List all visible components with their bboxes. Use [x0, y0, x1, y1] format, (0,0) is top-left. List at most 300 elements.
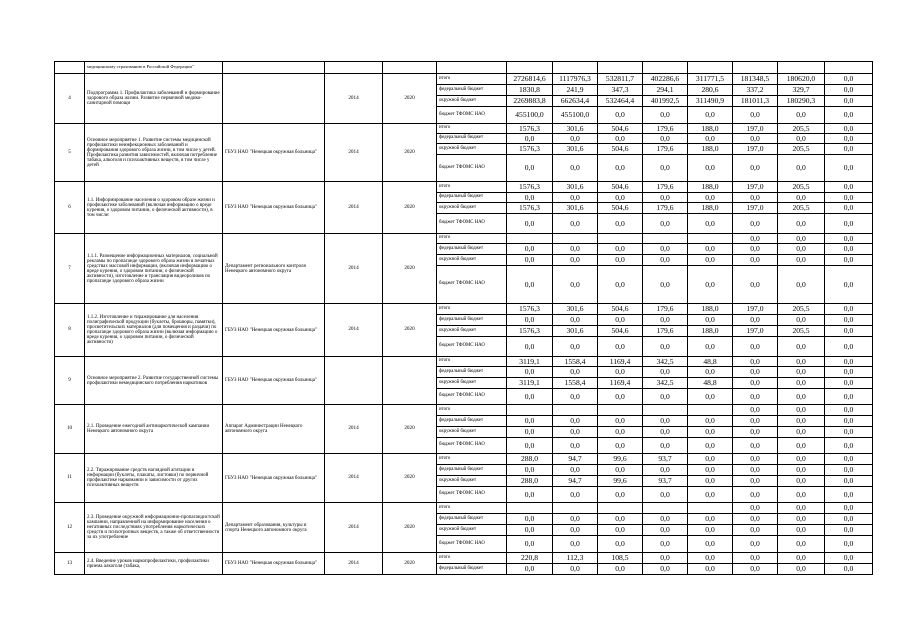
amount-cell: 0,0 — [825, 107, 873, 124]
amount-cell: 0,0 — [778, 389, 825, 405]
activity-description: 1.1.1. Размещение информационных материалов, социальной рекламы по пропаганде здорового образа жизни в печатных средствах массовой информации, (включая информацию о вреде курения, о здоровом питании, о физической активности), изготовление и трансляция видеороликов по пропаганде здорового образа жизни — [85, 234, 223, 304]
amount-cell: 0,0 — [688, 525, 733, 536]
table-row — [55, 553, 873, 564]
amount-cell: 0,0 — [778, 465, 825, 476]
amount-cell: 0,0 — [553, 416, 598, 427]
amount-cell: 0,0 — [553, 389, 598, 405]
amount-cell: 0,0 — [778, 315, 825, 326]
amount-cell: 0,0 — [733, 536, 778, 553]
amount-cell: 0,0 — [778, 476, 825, 487]
funding-source-label: федеральный бюджет — [437, 564, 507, 575]
amount-cell: 0,0 — [598, 427, 643, 438]
amount-cell: 0,0 — [553, 255, 598, 266]
amount-cell: 220,8 — [507, 553, 553, 564]
amount-cell: 188,0 — [688, 182, 733, 193]
amount-cell: 0,0 — [825, 476, 873, 487]
end-year: 2020 — [383, 503, 437, 553]
amount-cell: 0,0 — [643, 244, 688, 255]
amount-cell: 0,0 — [733, 155, 778, 182]
amount-cell: 0,0 — [598, 525, 643, 536]
amount-cell — [688, 503, 733, 514]
amount-cell: 0,0 — [688, 155, 733, 182]
amount-cell: 504,6 — [598, 124, 643, 134]
amount-cell: 0,0 — [598, 564, 643, 575]
amount-cell: 179,6 — [643, 326, 688, 337]
amount-cell: 181011,3 — [733, 96, 778, 107]
table-row — [55, 74, 873, 85]
amount-cell: 188,0 — [688, 124, 733, 134]
amount-cell: 301,6 — [553, 144, 598, 155]
activity-description: 1.1.2. Изготовление и тиражирование для населения полиграфической продукции (буклеты, брошюры, памятки), просветительских материалов (для помещения и раздачи) по пропаганде здорового образа жизни (включая информацию о вреде курения, о здоровом питании, о физической активности) — [85, 304, 223, 357]
amount-cell: 0,0 — [733, 315, 778, 326]
cell-empty — [553, 62, 598, 74]
cell-empty — [223, 62, 325, 74]
amount-cell: 0,0 — [553, 266, 598, 304]
amount-cell — [643, 405, 688, 416]
start-year: 2014 — [325, 234, 383, 304]
amount-cell: 94,7 — [553, 454, 598, 465]
amount-cell: 197,0 — [733, 326, 778, 337]
funding-source-label: итого — [437, 182, 507, 193]
amount-cell — [553, 503, 598, 514]
amount-cell: 0,0 — [825, 564, 873, 575]
amount-cell: 0,0 — [778, 244, 825, 255]
funding-source-label: итого — [437, 357, 507, 367]
amount-cell: 0,0 — [643, 553, 688, 564]
cell-empty — [383, 62, 437, 74]
continuation-text: медицинскому страхованию в Российской Федерации" — [85, 62, 223, 74]
end-year — [383, 357, 437, 405]
row-number: 11 — [55, 454, 85, 503]
amount-cell: 0,0 — [733, 476, 778, 487]
amount-cell: 0,0 — [643, 438, 688, 454]
start-year: 2014 — [325, 405, 383, 454]
activity-description: Основное мероприятие 2. Развитие государственной системы профилактики немедицинского потребления наркотиков — [85, 357, 223, 405]
amount-cell: 0,0 — [507, 564, 553, 575]
amount-cell: 205,5 — [778, 144, 825, 155]
end-year: 2020 — [383, 74, 437, 124]
amount-cell: 0,0 — [733, 564, 778, 575]
amount-cell: 0,0 — [778, 438, 825, 454]
amount-cell: 0,0 — [688, 255, 733, 266]
amount-cell — [553, 405, 598, 416]
amount-cell: 0,0 — [688, 536, 733, 553]
amount-cell: 0,0 — [553, 564, 598, 575]
cell-empty — [598, 62, 643, 74]
amount-cell: 0,0 — [733, 454, 778, 465]
amount-cell: 0,0 — [553, 214, 598, 234]
amount-cell: 0,0 — [553, 193, 598, 203]
amount-cell: 0,0 — [778, 234, 825, 244]
funding-source-label: федеральный бюджет — [437, 134, 507, 144]
amount-cell: 0,0 — [825, 367, 873, 378]
continuation-row — [55, 62, 873, 74]
amount-cell: 0,0 — [643, 514, 688, 525]
funding-source-label: бюджет ТФОМС НАО — [437, 438, 507, 454]
end-year: 2020 — [383, 553, 437, 575]
amount-cell: 0,0 — [507, 427, 553, 438]
amount-cell: 0,0 — [778, 416, 825, 427]
amount-cell: 0,0 — [507, 416, 553, 427]
amount-cell: 455100,0 — [507, 107, 553, 124]
funding-source-label: итого — [437, 304, 507, 315]
amount-cell: 0,0 — [825, 315, 873, 326]
amount-cell: 1117976,3 — [553, 74, 598, 85]
amount-cell: 0,0 — [507, 134, 553, 144]
amount-cell: 0,0 — [825, 454, 873, 465]
amount-cell: 1830,8 — [507, 85, 553, 96]
amount-cell: 0,0 — [688, 367, 733, 378]
amount-cell: 0,0 — [825, 536, 873, 553]
amount-cell: 2726814,6 — [507, 74, 553, 85]
amount-cell: 0,0 — [733, 465, 778, 476]
amount-cell: 0,0 — [825, 416, 873, 427]
table-row — [55, 182, 873, 193]
amount-cell: 0,0 — [643, 134, 688, 144]
funding-source-label: бюджет ТФОМС НАО — [437, 214, 507, 234]
amount-cell: 0,0 — [733, 416, 778, 427]
amount-cell: 0,0 — [507, 244, 553, 255]
amount-cell: 455100,0 — [553, 107, 598, 124]
amount-cell: 0,0 — [507, 337, 553, 357]
amount-cell: 0,0 — [825, 234, 873, 244]
responsible-organization: ГБУЗ НАО "Ненецкая окружная больница" — [223, 454, 325, 503]
funding-source-label: бюджет ТФОМС НАО — [437, 337, 507, 357]
funding-source-label: окружной бюджет — [437, 525, 507, 536]
funding-source-label: федеральный бюджет — [437, 244, 507, 255]
amount-cell: 0,0 — [553, 367, 598, 378]
amount-cell: 0,0 — [825, 124, 873, 134]
amount-cell: 0,0 — [643, 155, 688, 182]
amount-cell: 1576,3 — [507, 144, 553, 155]
row-number: 12 — [55, 503, 85, 553]
amount-cell — [598, 503, 643, 514]
activity-description: 2.1. Проведение ежегодной антинаркотической кампании Ненецкого автономного округа — [85, 405, 223, 454]
amount-cell: 0,0 — [825, 326, 873, 337]
table-row — [55, 357, 873, 367]
amount-cell: 347,3 — [598, 85, 643, 96]
amount-cell: 0,0 — [598, 214, 643, 234]
amount-cell: 188,0 — [688, 304, 733, 315]
table-row — [55, 124, 873, 134]
amount-cell: 205,5 — [778, 182, 825, 193]
amount-cell: 0,0 — [733, 193, 778, 203]
amount-cell: 0,0 — [643, 427, 688, 438]
amount-cell: 0,0 — [733, 266, 778, 304]
amount-cell: 180620,0 — [778, 74, 825, 85]
amount-cell: 0,0 — [598, 465, 643, 476]
amount-cell: 0,0 — [598, 337, 643, 357]
amount-cell: 0,0 — [825, 514, 873, 525]
amount-cell: 342,5 — [643, 357, 688, 367]
amount-cell: 0,0 — [643, 315, 688, 326]
amount-cell: 504,6 — [598, 144, 643, 155]
amount-cell: 0,0 — [778, 357, 825, 367]
amount-cell: 0,0 — [825, 553, 873, 564]
amount-cell: 0,0 — [733, 244, 778, 255]
amount-cell: 0,0 — [825, 193, 873, 203]
amount-cell: 0,0 — [778, 564, 825, 575]
amount-cell: 342,5 — [643, 378, 688, 389]
funding-source-label: итого — [437, 503, 507, 514]
amount-cell: 301,6 — [553, 304, 598, 315]
amount-cell: 401992,5 — [643, 96, 688, 107]
cell-empty — [643, 62, 688, 74]
activity-description: 2.3. Проведение окружной информационно-пропагандистской кампании, направленной на информирование населения о негативных последствиях употребления наркотических средств и психотропных веществ, а также об ответственности за их употребление — [85, 503, 223, 553]
amount-cell: 0,0 — [825, 155, 873, 182]
end-year: 2020 — [383, 182, 437, 234]
amount-cell: 0,0 — [553, 155, 598, 182]
funding-source-label: федеральный бюджет — [437, 193, 507, 203]
amount-cell: 188,0 — [688, 203, 733, 214]
amount-cell: 0,0 — [507, 214, 553, 234]
amount-cell: 0,0 — [643, 367, 688, 378]
amount-cell: 1576,3 — [507, 182, 553, 193]
end-year: 2020 — [383, 405, 437, 454]
amount-cell: 0,0 — [598, 315, 643, 326]
row-number: 8 — [55, 304, 85, 357]
amount-cell: 0,0 — [825, 266, 873, 304]
amount-cell: 0,0 — [507, 465, 553, 476]
funding-source-label: бюджет ТФОМС НАО — [437, 155, 507, 182]
amount-cell: 0,0 — [553, 438, 598, 454]
amount-cell: 1576,3 — [507, 304, 553, 315]
row-number: 6 — [55, 182, 85, 234]
amount-cell: 0,0 — [825, 85, 873, 96]
amount-cell: 99,6 — [598, 476, 643, 487]
amount-cell: 504,6 — [598, 182, 643, 193]
amount-cell: 0,0 — [688, 454, 733, 465]
cell-empty — [733, 62, 778, 74]
budget-table — [54, 61, 873, 575]
amount-cell: 0,0 — [553, 465, 598, 476]
amount-cell: 0,0 — [778, 266, 825, 304]
funding-source-label: окружной бюджет — [437, 476, 507, 487]
amount-cell: 0,0 — [643, 389, 688, 405]
funding-source-label: бюджет ТФОМС НАО — [437, 389, 507, 405]
row-number: 4 — [55, 74, 85, 124]
amount-cell: 0,0 — [688, 244, 733, 255]
amount-cell: 48,8 — [688, 378, 733, 389]
amount-cell: 0,0 — [825, 465, 873, 476]
responsible-organization: ГБУЗ НАО "Ненецкая окружная больница" — [223, 357, 325, 405]
amount-cell: 0,0 — [643, 487, 688, 503]
amount-cell: 0,0 — [688, 389, 733, 405]
amount-cell: 93,7 — [643, 476, 688, 487]
amount-cell: 532464,4 — [598, 96, 643, 107]
amount-cell: 0,0 — [643, 465, 688, 476]
end-year: 2020 — [383, 454, 437, 503]
amount-cell: 1558,4 — [553, 357, 598, 367]
amount-cell: 0,0 — [507, 367, 553, 378]
funding-source-label: окружной бюджет — [437, 144, 507, 155]
amount-cell: 0,0 — [643, 107, 688, 124]
amount-cell: 0,0 — [553, 315, 598, 326]
amount-cell: 0,0 — [733, 107, 778, 124]
amount-cell: 1169,4 — [598, 357, 643, 367]
funding-source-label: итого — [437, 124, 507, 134]
funding-source-label: окружной бюджет — [437, 203, 507, 214]
activity-description: 1.1. Информирование населения о здоровом образе жизни и профилактике заболеваний (включая информацию о вреде курения, о здоровом питании, о физической активности), в том числе: — [85, 182, 223, 234]
amount-cell: 0,0 — [688, 193, 733, 203]
amount-cell: 3119,1 — [507, 357, 553, 367]
end-year: 2020 — [383, 234, 437, 304]
amount-cell: 0,0 — [825, 244, 873, 255]
row-number: 5 — [55, 124, 85, 182]
amount-cell: 0,0 — [598, 438, 643, 454]
amount-cell: 93,7 — [643, 454, 688, 465]
funding-source-label: федеральный бюджет — [437, 367, 507, 378]
amount-cell: 0,0 — [598, 487, 643, 503]
cell-empty — [778, 62, 825, 74]
row-number: 7 — [55, 234, 85, 304]
amount-cell: 3119,1 — [507, 378, 553, 389]
amount-cell: 0,0 — [778, 378, 825, 389]
activity-description: 2.4. Введение уроков наркопрофилактики, профилактики приема алкоголя (табака, — [85, 553, 223, 575]
amount-cell: 188,0 — [688, 144, 733, 155]
amount-cell: 662634,4 — [553, 96, 598, 107]
amount-cell: 532811,7 — [598, 74, 643, 85]
amount-cell: 0,0 — [553, 134, 598, 144]
cell-empty — [325, 62, 383, 74]
amount-cell: 179,6 — [643, 124, 688, 134]
row-number: 10 — [55, 405, 85, 454]
responsible-organization: ГБУЗ НАО "Ненецкая окружная больница" — [223, 553, 325, 575]
responsible-organization: Департамент регионального контроля Ненецкого автономного округа — [223, 234, 325, 304]
amount-cell — [688, 405, 733, 416]
amount-cell: 0,0 — [643, 255, 688, 266]
funding-source-label: федеральный бюджет — [437, 85, 507, 96]
amount-cell: 0,0 — [733, 427, 778, 438]
amount-cell: 311490,9 — [688, 96, 733, 107]
funding-source-label: итого — [437, 553, 507, 564]
start-year: 2014 — [325, 503, 383, 553]
amount-cell: 0,0 — [733, 367, 778, 378]
amount-cell: 0,0 — [688, 107, 733, 124]
amount-cell: 0,0 — [688, 315, 733, 326]
responsible-organization: ГБУЗ НАО "Ненецкая окружная больница" — [223, 304, 325, 357]
amount-cell: 0,0 — [643, 266, 688, 304]
amount-cell: 0,0 — [688, 465, 733, 476]
funding-source-label: федеральный бюджет — [437, 315, 507, 326]
row-number: 13 — [55, 553, 85, 575]
amount-cell: 0,0 — [598, 155, 643, 182]
table-row — [55, 405, 873, 416]
amount-cell — [598, 234, 643, 244]
amount-cell: 329,7 — [778, 85, 825, 96]
activity-description: 2.2. Тиражирование средств наглядной агитации и информации (буклеты, плакаты, листовки) по первичной профилактике наркомании и зависимости от других психоактивных веществ — [85, 454, 223, 503]
amount-cell: 294,1 — [643, 85, 688, 96]
amount-cell: 504,6 — [598, 304, 643, 315]
amount-cell: 311771,5 — [688, 74, 733, 85]
amount-cell: 0,0 — [733, 378, 778, 389]
amount-cell: 0,0 — [778, 536, 825, 553]
table-body — [55, 62, 873, 575]
amount-cell: 0,0 — [778, 155, 825, 182]
amount-cell: 0,0 — [733, 234, 778, 244]
start-year: 2014 — [325, 553, 383, 575]
activity-description: Основное мероприятие 1. Развитие системы медицинской профилактики неинфекционных заболеваний и формирования здорового образа жизни, в том числе у детей. Профилактика развития зависимостей, включая потребление табака, алкоголя и психоактивных веществ, в том числе у детей — [85, 124, 223, 182]
amount-cell — [507, 405, 553, 416]
amount-cell: 0,0 — [778, 107, 825, 124]
amount-cell — [507, 234, 553, 244]
amount-cell: 288,0 — [507, 454, 553, 465]
start-year: 2014 — [325, 304, 383, 357]
amount-cell — [507, 503, 553, 514]
amount-cell: 0,0 — [598, 134, 643, 144]
amount-cell: 0,0 — [733, 255, 778, 266]
amount-cell: 0,0 — [825, 337, 873, 357]
amount-cell: 0,0 — [598, 416, 643, 427]
amount-cell: 0,0 — [643, 337, 688, 357]
amount-cell: 0,0 — [825, 525, 873, 536]
amount-cell: 0,0 — [778, 337, 825, 357]
amount-cell: 197,0 — [733, 144, 778, 155]
amount-cell: 337,2 — [733, 85, 778, 96]
amount-cell: 205,5 — [778, 326, 825, 337]
amount-cell: 0,0 — [507, 266, 553, 304]
amount-cell: 0,0 — [825, 203, 873, 214]
funding-source-label: бюджет ТФОМС НАО — [437, 536, 507, 553]
amount-cell: 0,0 — [825, 378, 873, 389]
activity-description: Подпрограмма 1. Профилактика заболеваний и формирование здорового образа жизни. Развитие первичной медико-санитарной помощи — [85, 74, 223, 124]
amount-cell: 0,0 — [778, 454, 825, 465]
amount-cell: 0,0 — [733, 514, 778, 525]
amount-cell: 188,0 — [688, 326, 733, 337]
amount-cell: 0,0 — [778, 214, 825, 234]
amount-cell: 0,0 — [825, 74, 873, 85]
responsible-organization: ГБУЗ НАО "Ненецкая окружная больница" — [223, 124, 325, 182]
amount-cell: 205,5 — [778, 124, 825, 134]
amount-cell: 0,0 — [733, 134, 778, 144]
amount-cell: 0,0 — [507, 514, 553, 525]
amount-cell: 0,0 — [643, 536, 688, 553]
amount-cell: 0,0 — [733, 438, 778, 454]
start-year — [325, 357, 383, 405]
amount-cell: 0,0 — [507, 193, 553, 203]
amount-cell: 0,0 — [733, 405, 778, 416]
end-year: 2020 — [383, 124, 437, 182]
amount-cell: 504,6 — [598, 203, 643, 214]
amount-cell: 0,0 — [733, 553, 778, 564]
amount-cell: 0,0 — [507, 525, 553, 536]
amount-cell: 288,0 — [507, 476, 553, 487]
amount-cell: 0,0 — [553, 244, 598, 255]
amount-cell: 0,0 — [598, 514, 643, 525]
cell-empty — [688, 62, 733, 74]
amount-cell: 99,6 — [598, 454, 643, 465]
funding-source-label: окружной бюджет — [437, 96, 507, 107]
amount-cell: 0,0 — [598, 389, 643, 405]
amount-cell: 0,0 — [688, 427, 733, 438]
amount-cell: 0,0 — [688, 438, 733, 454]
amount-cell: 0,0 — [778, 553, 825, 564]
responsible-organization: Департамент образования, культуры и спорта Ненецкого автономного округа — [223, 503, 325, 553]
amount-cell: 179,6 — [643, 304, 688, 315]
amount-cell: 0,0 — [507, 155, 553, 182]
amount-cell: 1576,3 — [507, 203, 553, 214]
row-number: 9 — [55, 357, 85, 405]
funding-source-label: федеральный бюджет — [437, 514, 507, 525]
amount-cell: 0,0 — [688, 266, 733, 304]
amount-cell: 0,0 — [598, 193, 643, 203]
amount-cell: 0,0 — [553, 525, 598, 536]
amount-cell: 301,6 — [553, 124, 598, 134]
cell-empty — [507, 62, 553, 74]
amount-cell: 241,9 — [553, 85, 598, 96]
funding-source-label: бюджет ТФОМС НАО — [437, 266, 507, 304]
amount-cell: 0,0 — [825, 96, 873, 107]
